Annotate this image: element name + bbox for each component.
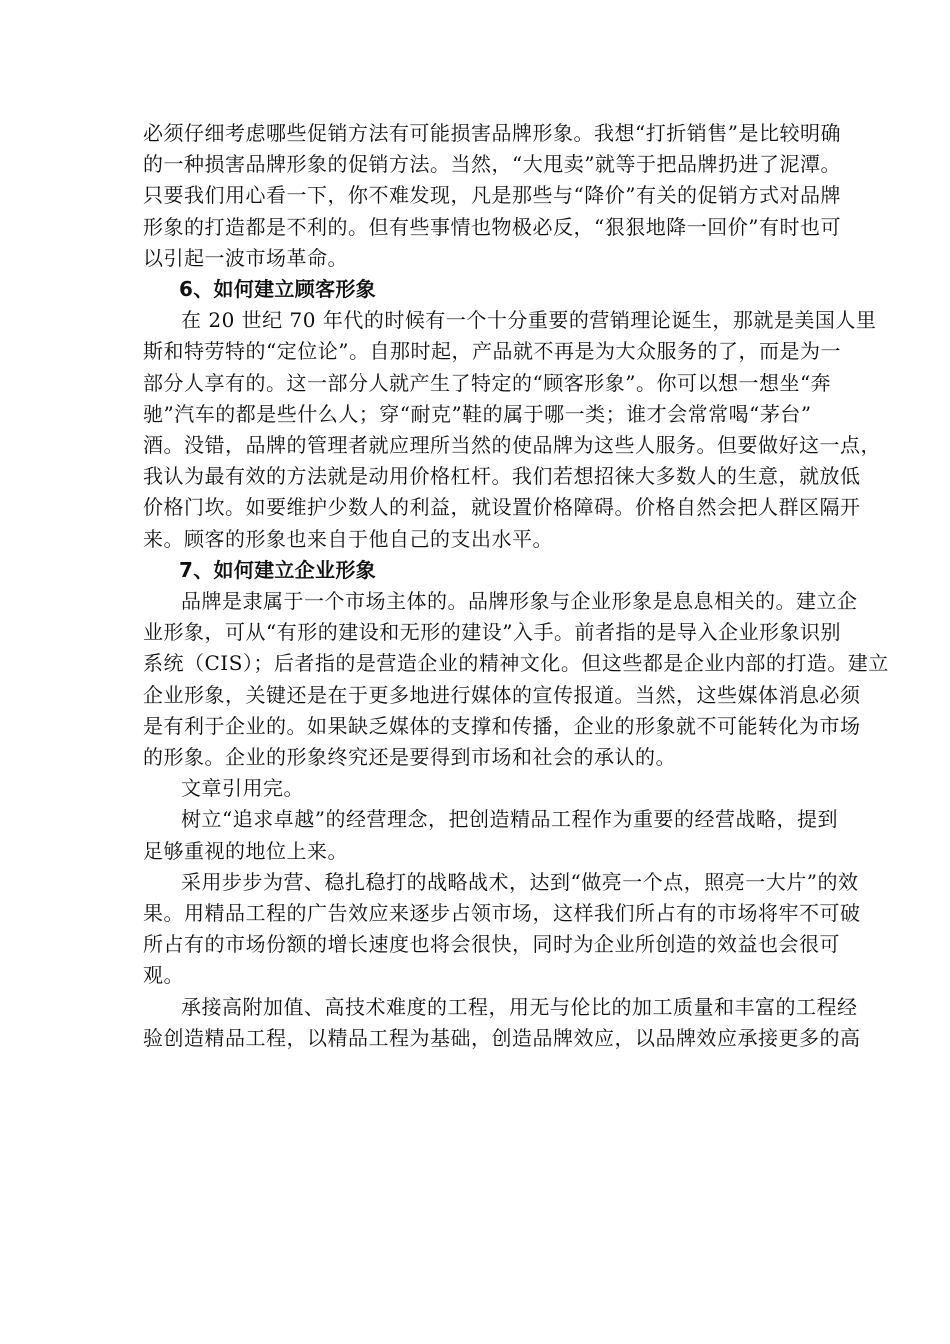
text-line: 价格门坎。如要维护少数人的利益，就设置价格障碍。价格自然会把人群区隔开 xyxy=(143,495,861,520)
text-line: 品牌是隶属于一个市场主体的。品牌形象与企业形象是息息相关的。建立企 xyxy=(181,589,858,614)
text-line: 的形象。企业的形象终究还是要得到市场和社会的承认的。 xyxy=(143,745,676,770)
paragraph-excellence xyxy=(143,804,838,866)
text-line: 驰”汽车的都是些什么人；穿“耐克”鞋的属于哪一类；谁才会常常喝“茅台” xyxy=(143,401,812,426)
text-line: 是有利于企业的。如果缺乏媒体的支撑和传播，企业的形象就不可能转化为市场 xyxy=(143,713,861,738)
text-line: 部分人享有的。这一部分人就产生了特定的“顾客形象”。你可以想一想坐“奔 xyxy=(143,370,832,395)
text-line: 采用步步为营、稳扎稳打的战略战术，达到“做亮一个点，照亮一大片”的效 xyxy=(181,869,859,894)
text-line: 以引起一波市场革命。 xyxy=(143,245,348,270)
text-line: 来。顾客的形象也来自于他自己的支出水平。 xyxy=(143,526,553,551)
text-line: 树立“追求卓越”的经营理念，把创造精品工程作为重要的经营战略，提到 xyxy=(181,807,838,832)
section-heading-customer-image: 6、如何建立顾客形象 xyxy=(179,277,376,302)
text-line: 承接高附加值、高技术难度的工程，用无与伦比的加工质量和丰富的工程经 xyxy=(181,994,858,1019)
document-page xyxy=(143,118,889,1054)
section-heading-corporate-image: 7、如何建立企业形象 xyxy=(179,557,376,582)
text-line: 的一种损害品牌形象的促销方法。当然，“大甩卖”就等于把品牌扔进了泥潭。 xyxy=(143,152,841,177)
text-line: 验创造精品工程，以精品工程为基础，创造品牌效应，以品牌效应承接更多的高 xyxy=(143,1025,861,1050)
paragraph-promotion xyxy=(143,118,841,274)
text-line: 酒。没错，品牌的管理者就应理所当然的使品牌为这些人服务。但要做好这一点， xyxy=(143,433,881,458)
paragraph-quote-end xyxy=(143,773,811,804)
text-line: 足够重视的地位上来。 xyxy=(143,838,348,863)
text-line: 在 20 世纪 70 年代的时候有一个十分重要的营销理论诞生，那就是美国人里 xyxy=(181,308,877,333)
text-line: 只要我们用心看一下，你不难发现，凡是那些与“降价”有关的促销方式对品牌 xyxy=(143,183,841,208)
text-line: 形象的打造都是不利的。但有些事情也物极必反，“狠狠地降一回价”有时也可 xyxy=(143,214,841,239)
text-line: 企业形象，关键还是在于更多地进行媒体的宣传报道。当然，这些媒体消息必须 xyxy=(143,682,861,707)
text-line: 我认为最有效的方法就是动用价格杠杆。我们若想招徕大多数人的生意，就放低 xyxy=(143,464,861,489)
paragraph-corporate-image xyxy=(143,586,889,773)
paragraph-high-value xyxy=(143,992,861,1054)
text-line: 文章引用完。 xyxy=(181,776,304,801)
text-line: 斯和特劳特的“定位论”。自那时起，产品就不再是为大众服务的了，而是为一 xyxy=(143,339,841,364)
text-line: 必须仔细考虑哪些促销方法有可能损害品牌形象。我想“打折销售”是比较明确 xyxy=(143,121,841,145)
text-line: 系统（CIS）；后者指的是营造企业的精神文化。但这些都是企业内部的打造。建立 xyxy=(143,651,889,676)
paragraph-strategy xyxy=(143,867,861,992)
text-line: 业形象，可从“有形的建设和无形的建设”入手。前者指的是导入企业形象识别 xyxy=(143,620,841,645)
text-line: 所占有的市场份额的增长速度也将会很快，同时为企业所创造的效益也会很可 xyxy=(143,932,840,957)
text-line: 观。 xyxy=(143,963,184,988)
paragraph-customer-image xyxy=(143,305,881,555)
text-line: 果。用精品工程的广告效应来逐步占领市场，这样我们所占有的市场将牢不可破 xyxy=(143,901,861,926)
